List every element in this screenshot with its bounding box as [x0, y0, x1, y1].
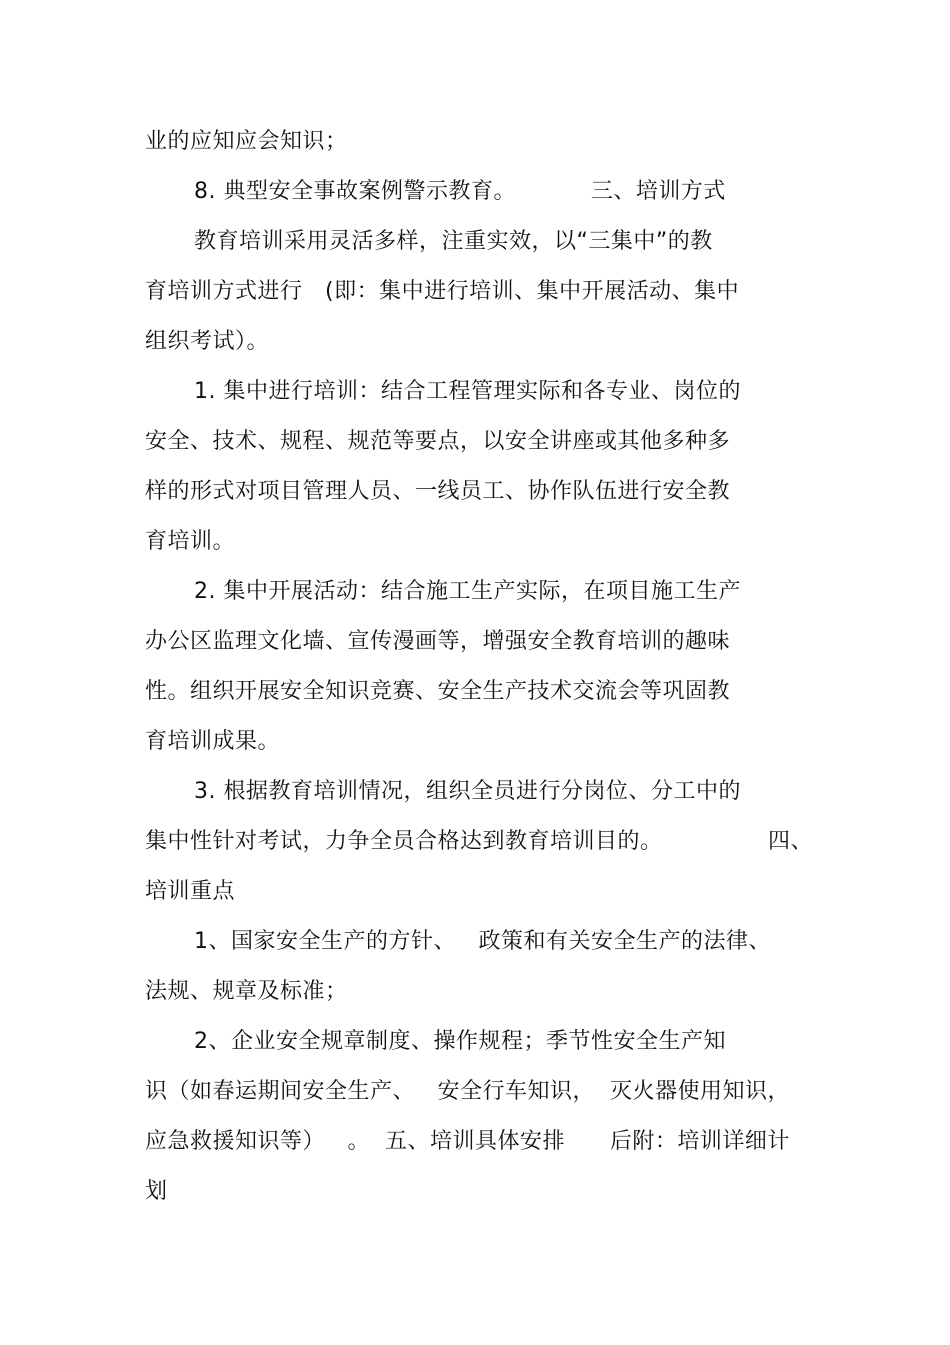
text-line: 样的形式对项目管理人员、一线员工、协作队伍进行安全教 — [145, 479, 731, 504]
text-line: 2、企业安全规章制度、操作规程；季节性安全生产知 — [194, 1029, 726, 1054]
text-line: 1. 集中进行培训：结合工程管理实际和各专业、岗位的 — [194, 379, 741, 404]
text-line: 法规、规章及标准； — [145, 979, 348, 1004]
section-heading: 培训重点 — [145, 879, 236, 904]
text-line: 集中性针对考试，力争全员合格达到教育培训目的。 — [145, 829, 663, 854]
text-line: 业的应知应会知识； — [145, 129, 348, 154]
text-line: 3. 根据教育培训情况，组织全员进行分岗位、分工中的 — [194, 779, 741, 804]
text-line: 1、国家安全生产的方针、 政策和有关安全生产的法律、 — [194, 929, 771, 954]
text-line: 性。组织开展安全知识竞赛、安全生产技术交流会等巩固教 — [145, 679, 731, 704]
text-line: 2. 集中开展活动：结合施工生产实际，在项目施工生产 — [194, 579, 741, 604]
text-line: 安全、技术、规程、规范等要点，以安全讲座或其他多种多 — [145, 429, 731, 454]
text-line: 识（如春运期间安全生产、 安全行车知识， 灭火器使用知识， — [145, 1079, 790, 1104]
text-line: 育培训方式进行 (即：集中进行培训、集中开展活动、集中 — [145, 279, 740, 304]
text-line: 育培训。 — [145, 529, 236, 554]
text-line: 8. 典型安全事故案例警示教育。 三、培训方式 — [194, 179, 726, 204]
text-line: 育培训成果。 — [145, 729, 281, 754]
text-line: 划 — [145, 1179, 168, 1204]
section-number: 四、 — [768, 829, 814, 854]
text-line: 办公区监理文化墙、宣传漫画等，增强安全教育培训的趣味 — [145, 629, 731, 654]
text-line: 组织考试）。 — [145, 329, 270, 354]
text-line: 教育培训采用灵活多样，注重实效，以“三集中”的教 — [194, 229, 713, 254]
text-line: 应急救援知识等） 。 五、培训具体安排 后附：培训详细计 — [145, 1129, 790, 1154]
